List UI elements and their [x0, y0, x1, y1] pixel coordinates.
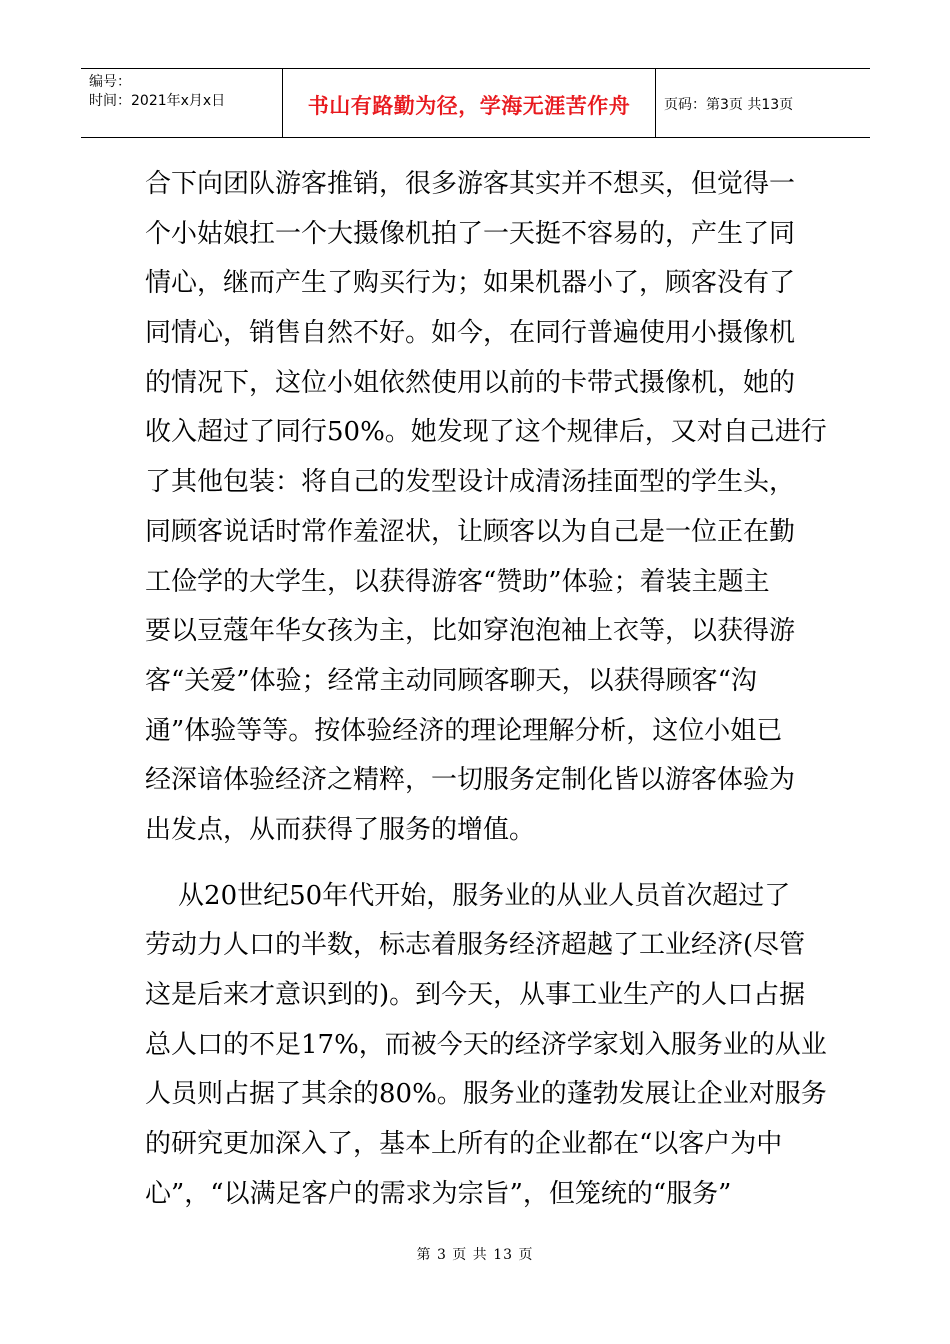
- document-time-label: 时间：2021年x月x日: [89, 93, 226, 109]
- text-line: 了其他包装：将自己的发型设计成清汤挂面型的学生头，: [145, 467, 796, 498]
- document-body: [145, 160, 827, 1219]
- header-page-cell: [656, 69, 870, 137]
- text-line: 劳动力人口的半数，标志着服务经济超越了工业经济(尽管: [145, 930, 806, 961]
- text-line: 同情心，销售自然不好。如今，在同行普遍使用小摄像机: [145, 318, 796, 349]
- text-line: 这是后来才意识到的)。到今天，从事工业生产的人口占据: [145, 980, 806, 1010]
- text-line: 总人口的不足17%，而被今天的经济学家划入服务业的从业: [145, 1029, 827, 1060]
- page-footer: [0, 1244, 950, 1264]
- text-line: 的研究更加深入了，基本上所有的企业都在“以客户为中: [145, 1129, 783, 1160]
- text-line: 同顾客说话时常作羞涩状，让顾客以为自己是一位正在勤: [145, 516, 796, 547]
- header-meta-cell: [81, 69, 283, 137]
- text-line: 情心，继而产生了购买行为；如果机器小了，顾客没有了: [145, 268, 796, 299]
- text-line: 收入超过了同行50%。她发现了这个规律后，又对自己进行: [145, 417, 827, 448]
- text-line: 合下向团队游客推销，很多游客其实并不想买，但觉得一: [145, 169, 796, 199]
- text-line: 要以豆蔻年华女孩为主，比如穿泡泡袖上衣等，以获得游: [145, 616, 796, 647]
- paragraph-gap: [145, 856, 813, 872]
- text-line: 从20世纪50年代开始，服务业的从业人员首次超过了: [145, 880, 791, 911]
- footer-page-number: 第 3 页 共 13 页: [416, 1247, 534, 1263]
- text-line: 客“关爱”体验；经常主动同顾客聊天，以获得顾客“沟: [145, 665, 757, 696]
- page-header: [81, 68, 870, 138]
- text-line: 工俭学的大学生，以获得游客“赞助”体验；着装主题主: [145, 566, 770, 597]
- text-line: 通”体验等等。按体验经济的理论理解分析，这位小姐已: [145, 715, 783, 746]
- document-number-label: 编号：: [89, 74, 131, 90]
- text-line: 个小姑娘扛一个大摄像机拍了一天挺不容易的，产生了同: [145, 218, 796, 249]
- paragraph: [145, 872, 827, 1220]
- text-line: 出发点，从而获得了服务的增值。: [145, 814, 536, 845]
- text-line: 的情况下，这位小姐依然使用以前的卡带式摄像机，她的: [145, 367, 796, 398]
- header-motto-cell: [283, 69, 656, 137]
- text-line: 人员则占据了其余的80%。服务业的蓬勃发展让企业对服务: [145, 1079, 827, 1110]
- paragraph: [145, 160, 827, 856]
- text-line: 经深谙体验经济之精粹，一切服务定制化皆以游客体验为: [145, 765, 796, 796]
- header-page-info: 页码：第3页 共13页: [664, 97, 794, 113]
- header-motto: 书山有路勤为径，学海无涯苦作舟: [307, 94, 631, 118]
- text-line: 心”，“以满足客户的需求为宗旨”，但笼统的“服务”: [145, 1178, 732, 1209]
